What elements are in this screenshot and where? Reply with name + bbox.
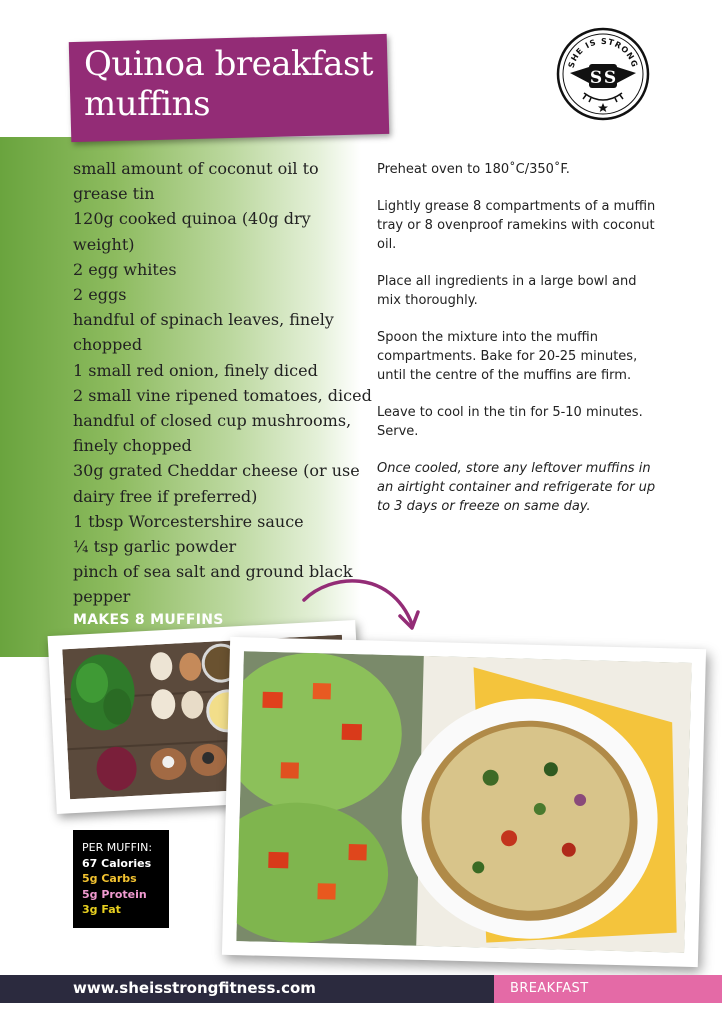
ingredient-item: 1 tbsp Worcestershire sauce [73, 511, 304, 531]
ingredients-list [73, 156, 373, 610]
method-step: Preheat oven to 180˚C/350˚F. [377, 162, 570, 177]
ingredient-item: handful of closed cup mushrooms, finely chopped [73, 411, 352, 456]
method-steps [377, 160, 657, 534]
nutrition-fat: 3g Fat [82, 903, 121, 916]
nutrition-carbs: 5g Carbs [82, 872, 137, 885]
ingredient-item: ¼ tsp garlic powder [73, 537, 237, 557]
method-step: Leave to cool in the tin for 5-10 minutes. Serve. [377, 405, 643, 439]
she-is-strong-logo [556, 27, 650, 121]
method-step: Lightly grease 8 compartments of a muffin tray or 8 ovenproof ramekins with coconut oil. [377, 199, 656, 252]
method-step: Place all ingredients in a large bowl and mix thoroughly. [377, 274, 637, 308]
nutrition-label: PER MUFFIN: [82, 841, 153, 854]
ingredient-item: 30g grated Cheddar cheese (or use dairy free if preferred) [73, 461, 360, 506]
muffin-photo [222, 637, 706, 967]
makes-label: MAKES 8 MUFFINS [73, 612, 224, 628]
nutrition-box [73, 830, 169, 928]
ingredient-item: small amount of coconut oil to grease tin [73, 159, 319, 204]
ingredient-item: 120g cooked quinoa (40g dry weight) [73, 209, 311, 254]
nutrition-calories: 67 Calories [82, 856, 152, 870]
footer-category-label: BREAKFAST [510, 981, 589, 996]
logo-monogram-left: S [589, 68, 603, 88]
muffin-photo-image [236, 651, 691, 953]
title-line-1: Quinoa breakfast [84, 44, 374, 84]
title-line-2: muffins [84, 84, 211, 124]
logo-monogram-right: S [603, 68, 617, 88]
ingredient-item: handful of spinach leaves, finely chopped [73, 310, 334, 355]
footer-website-link[interactable]: www.sheisstrongfitness.com [73, 979, 316, 997]
ingredient-item: 2 eggs [73, 285, 127, 305]
ingredient-item: 2 small vine ripened tomatoes, diced [73, 385, 372, 405]
logo-ring-text: SHE IS STRONG [566, 36, 640, 69]
storage-note: Once cooled, store any leftover muffins in an airtight container and refrigerate for up to 3 days or freeze on same day. [377, 461, 656, 514]
footer-category-tag [494, 975, 722, 1003]
ingredient-item: 2 egg whites [73, 259, 177, 279]
ingredient-item: pinch of sea salt and ground black pepper [73, 562, 353, 607]
ingredient-item: 1 small red onion, finely diced [73, 360, 318, 380]
method-step: Spoon the mixture into the muffin compartments. Bake for 20-25 minutes, until the centre of the muffins are firm. [377, 330, 638, 383]
page-title [84, 44, 384, 124]
nutrition-protein: 5g Protein [82, 887, 147, 901]
